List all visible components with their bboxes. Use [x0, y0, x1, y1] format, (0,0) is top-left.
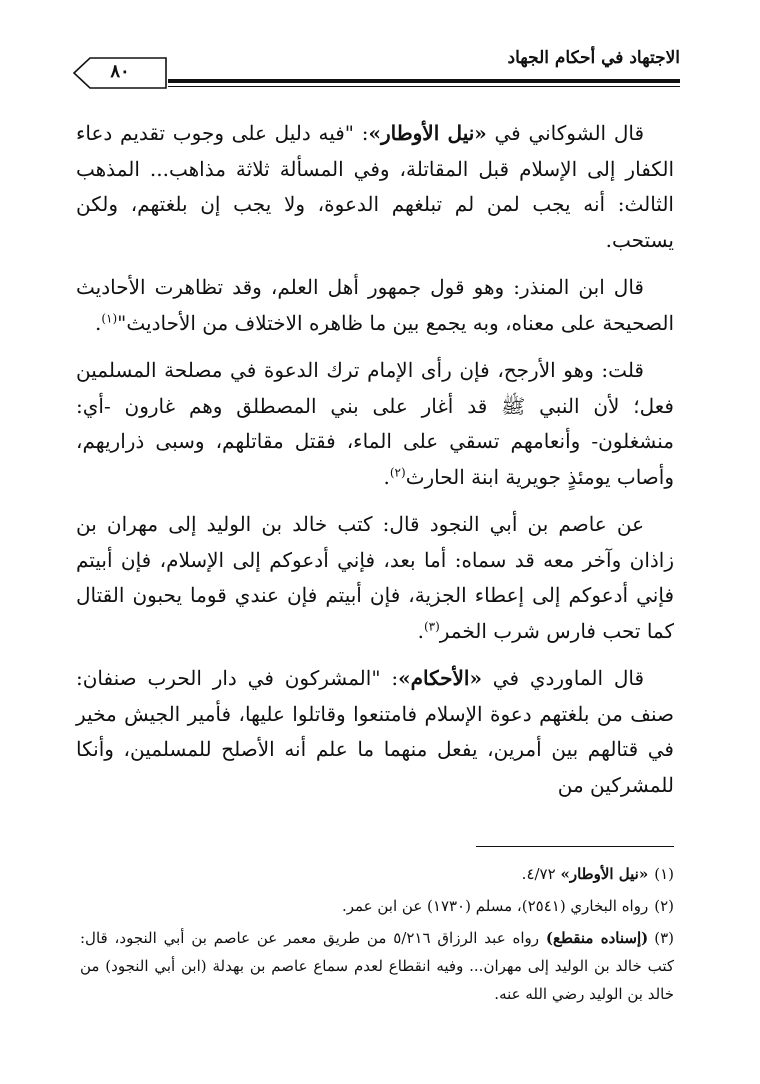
header-rule-thick [168, 79, 680, 83]
footnote-reference: (٢) [389, 464, 406, 479]
paragraph-end: . [417, 618, 424, 643]
paragraph-end: . [383, 464, 390, 489]
footnote-source: «نيل الأوطار» [560, 865, 649, 883]
source-title: «نيل الأوطار» [368, 121, 487, 145]
footnote-separator [476, 846, 674, 847]
footnote-text: رواه البخاري (٢٥٤١)، مسلم (١٧٣٠) عن ابن عمر. [341, 897, 649, 915]
header-rule-thin [168, 86, 680, 87]
page-number-frame [72, 56, 168, 90]
footnote-number: (٢) [654, 897, 674, 915]
footnote-text: رواه عبد الرزاق ٥/٢١٦ من طريق معمر عن عاصم بن أبي النجود، قال: كتب خالد بن الوليد إلى مهران... وفيه انقطاع لعدم سماع عاصم بن بهدلة (ابن أبي النجود) من خالد بن الوليد رضي الله عنه. [80, 929, 674, 1003]
paragraph-lead: قال الشوكاني في [486, 121, 645, 145]
paragraph-ibn-almundhir [76, 270, 674, 341]
footnote-text: ٤/٧٢. [521, 865, 561, 883]
paragraph-text: : "فيه دليل على وجوب تقديم دعاء الكفار إلى الإسلام قبل المقاتلة، وفي المسألة ثلاثة مذاهب... المذهب الثالث: أنه يجب لمن لم تبلغهم الدعوة، ولا يجب إن بلغتهم، ولكن يستحب. [76, 121, 674, 252]
footnote-2 [80, 892, 674, 920]
footnote-number: (٣) [654, 929, 674, 947]
main-text [76, 116, 674, 815]
paragraph-asim-narration [76, 507, 674, 649]
footnotes [80, 860, 674, 1012]
footnote-number: (١) [654, 865, 674, 883]
paragraph-lead: قال الماوردي في [481, 666, 645, 690]
footnote-1 [80, 860, 674, 888]
running-title: الاجتهاد في أحكام الجهاد [507, 48, 680, 68]
footnote-source: (إسناده منقطع) [545, 929, 649, 947]
paragraph-shawkani [76, 116, 674, 258]
footnote-reference: (٣) [423, 618, 440, 633]
page-header [70, 42, 680, 100]
paragraph-mawardi [76, 661, 674, 803]
paragraph-text: قلت: وهو الأرجح، فإن رأى الإمام ترك الدعوة في مصلحة المسلمين فعل؛ لأن النبي ﷺ قد أغار على بني المصطلق وهم غارون -أي: منشغلون- وأنعامهم تسقي على الماء، فقتل مقاتلهم، وسبى ذراريهم، وأصاب يومئذٍ جويرية ابنة الحارث [76, 358, 674, 489]
footnote-3 [80, 924, 674, 1008]
paragraph-text: قال ابن المنذر: وهو قول جمهور أهل العلم، وقد تظاهرت الأحاديث الصحيحة على معناه، وبه يجمع بين ما ظاهره الاختلاف من الأحاديث" [76, 275, 674, 335]
paragraph-text: : "المشركون في دار الحرب صنفان: صنف من بلغتهم دعوة الإسلام فامتنعوا وقاتلوا عليها، فأمير الجيش مخير في قتالهم بين أمرين، يفعل منهما ما علم أنه الأصلح للمسلمين، وأنكا للمشركين من [76, 666, 674, 797]
page-number: ٨٠ [110, 61, 130, 82]
footnote-reference: (١) [101, 310, 118, 325]
paragraph-text: عن عاصم بن أبي النجود قال: كتب خالد بن الوليد إلى مهران بن زاذان وآخر معه قد سماه: أما بعد، فإني أدعوكم إلى الإسلام، فإن أبيتم فإني أدعوكم إلى إعطاء الجزية، فإن أبيتم فإن عندي قوما يحبون القتال كما تحب فارس شرب الخمر [76, 512, 674, 643]
paragraph-author-opinion [76, 353, 674, 495]
source-title: «الأحكام» [398, 666, 482, 690]
paragraph-end: . [94, 310, 102, 335]
